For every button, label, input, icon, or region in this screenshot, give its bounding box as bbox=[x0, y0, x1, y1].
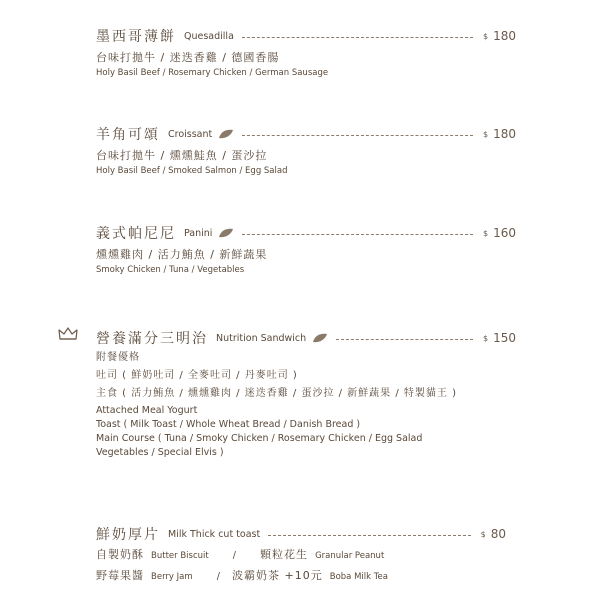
dotted-leader bbox=[268, 535, 470, 536]
option-row bbox=[96, 548, 506, 563]
item-options-zh: 燻燻雞肉 / 活力鮪魚 / 新鮮蔬果 bbox=[96, 248, 268, 261]
option-en: Berry Jam bbox=[151, 572, 193, 582]
currency-symbol: $ bbox=[483, 229, 489, 238]
item-title-row bbox=[96, 124, 516, 144]
dotted-leader bbox=[242, 37, 473, 38]
option-en: Boba Milk Tea bbox=[329, 572, 388, 582]
dotted-leader bbox=[242, 135, 473, 136]
item-price bbox=[483, 127, 516, 141]
item-options-zh: 台味打拋牛 / 燻燻鮭魚 / 蛋沙拉 bbox=[96, 149, 268, 162]
item-options-en: Holy Basil Beef / Rosemary Chicken / German Sausage bbox=[96, 68, 329, 78]
item-title-row bbox=[96, 26, 516, 46]
menu-item-croissant bbox=[96, 124, 516, 176]
item-title-zh: 墨西哥薄餅 bbox=[96, 29, 176, 45]
desc-line bbox=[96, 387, 516, 401]
option-separator: / bbox=[232, 550, 236, 561]
option-en: Butter Biscuit bbox=[151, 551, 209, 561]
menu-item-panini bbox=[96, 223, 516, 275]
option-zh: 顆粒花生 bbox=[260, 548, 309, 561]
price-value: 180 bbox=[493, 127, 516, 141]
item-options-zh: 台味打拋牛 / 迷迭香雞 / 德國香腸 bbox=[96, 51, 280, 64]
price-value: 160 bbox=[493, 226, 516, 240]
item-title-zh: 義式帕尼尼 bbox=[96, 226, 176, 242]
item-title-zh: 營養滿分三明治 bbox=[96, 331, 208, 347]
item-title-en: Milk Thick cut toast bbox=[168, 528, 261, 540]
item-title-en: Croissant bbox=[168, 128, 213, 140]
dotted-leader bbox=[336, 339, 473, 340]
desc-line: Main Course ( Tuna / Smoky Chicken / Rosemary Chicken / Egg Salad bbox=[96, 433, 423, 444]
currency-symbol: $ bbox=[480, 530, 486, 539]
option-en: Granular Peanut bbox=[315, 551, 385, 561]
item-price bbox=[483, 331, 516, 345]
leaf-icon bbox=[312, 333, 328, 343]
desc-line: Vegetables / Special Elvis ) bbox=[96, 447, 224, 458]
item-description bbox=[96, 351, 516, 460]
item-title-en: Nutrition Sandwich bbox=[216, 332, 307, 344]
item-title-row bbox=[96, 223, 516, 243]
item-options-en: Smoky Chicken / Tuna / Vegetables bbox=[96, 265, 245, 275]
item-price bbox=[483, 226, 516, 240]
option-row bbox=[96, 569, 506, 584]
currency-symbol: $ bbox=[483, 334, 489, 343]
menu-item-milk-toast bbox=[96, 524, 506, 584]
desc-line: Attached Meal Yogurt bbox=[96, 405, 198, 416]
currency-symbol: $ bbox=[483, 130, 489, 139]
leaf-icon bbox=[218, 228, 234, 238]
item-title-row bbox=[96, 524, 506, 544]
price-value: 150 bbox=[493, 331, 516, 345]
item-title-zh: 羊角可頌 bbox=[96, 127, 160, 143]
option-zh: 自製奶酥 bbox=[96, 548, 144, 561]
option-zh: 波霸奶茶 +10元 bbox=[232, 569, 323, 582]
leaf-icon bbox=[218, 129, 234, 139]
item-title-row bbox=[96, 328, 516, 348]
desc-line: 附餐優格 bbox=[96, 352, 140, 363]
desc-line-text: 主食 ( 活力鮪魚 / 燻燻雞肉 / 迷迭香雞 / 蛋沙拉 / 新鮮蔬果 / 特製貓王 ) bbox=[96, 388, 457, 399]
item-price bbox=[483, 29, 516, 43]
price-value: 80 bbox=[490, 527, 506, 541]
desc-line bbox=[96, 369, 516, 383]
item-price bbox=[481, 527, 506, 541]
desc-line-text: 吐司 ( 鮮奶吐司 / 全麥吐司 / 丹麥吐司 ) bbox=[96, 370, 298, 381]
currency-symbol: $ bbox=[483, 32, 489, 41]
item-title-en: Panini bbox=[184, 227, 213, 239]
item-options-en: Holy Basil Beef / Smoked Salmon / Egg Salad bbox=[96, 166, 288, 176]
item-title-zh: 鮮奶厚片 bbox=[96, 527, 160, 543]
dotted-leader bbox=[242, 234, 473, 235]
item-title-en: Quesadilla bbox=[184, 30, 234, 42]
desc-line: Toast ( Milk Toast / Whole Wheat Bread / Danish Bread ) bbox=[96, 419, 361, 430]
option-separator: / bbox=[216, 571, 220, 582]
crown-icon bbox=[58, 327, 78, 341]
option-zh: 野莓果醬 bbox=[96, 569, 144, 582]
menu-item-quesadilla bbox=[96, 26, 516, 78]
price-value: 180 bbox=[493, 29, 516, 43]
menu-item-nutrition-sandwich bbox=[96, 328, 516, 460]
